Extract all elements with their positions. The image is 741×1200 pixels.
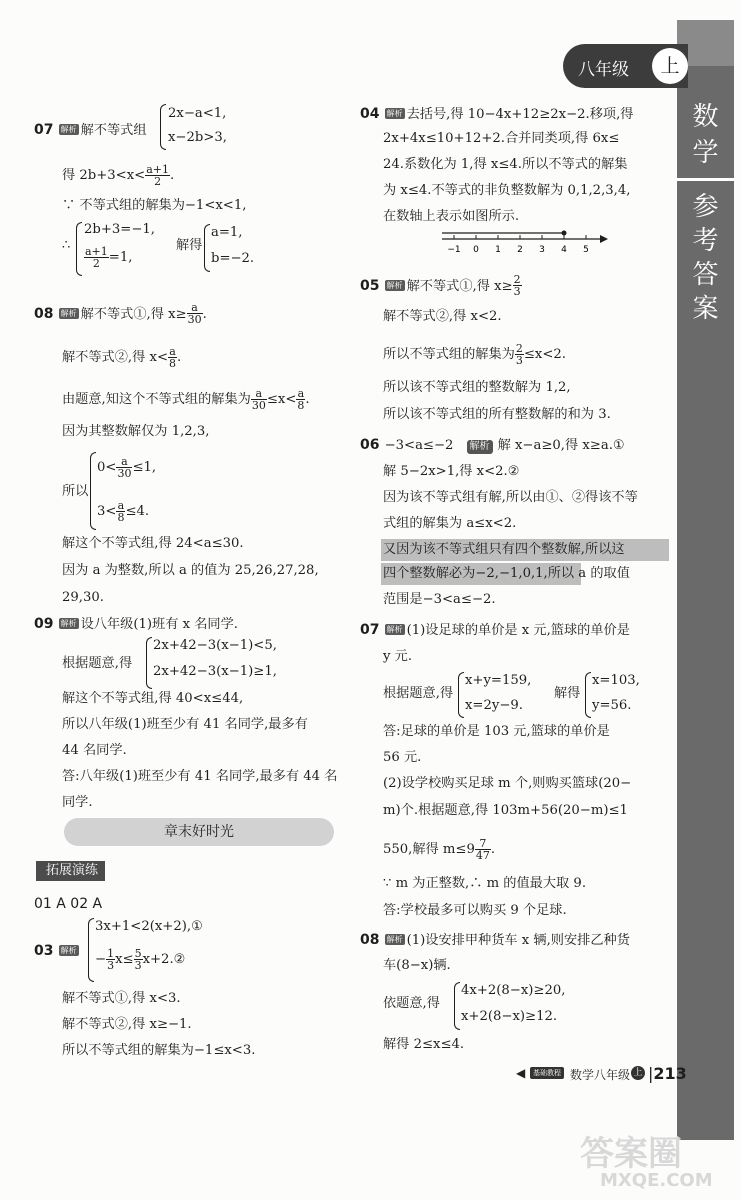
q08-cond-1: 0< $\frac{a}{30}$ ≤1,: [97, 455, 157, 480]
q07-system-line-2: x−2b>3,: [168, 130, 227, 145]
q07-line-1: 得 2b+3<x< $\frac{a+1}{2}$ .: [62, 163, 175, 188]
sidebar-subject-1: 数: [692, 102, 719, 132]
number-line-closed-dot: [562, 231, 567, 236]
sidebar-strip: [677, 20, 734, 1140]
watermark-logo: 答案圈: [580, 1134, 682, 1174]
q08-line-7: 29,30.: [62, 590, 104, 605]
q07-therefore: ∴: [62, 238, 71, 253]
q06-line-5: 又因为该不等式组只有四个整数解,所以这: [383, 542, 625, 557]
number-line-tick-label: 2: [517, 245, 523, 254]
q08-line-6: 因为 a 为整数,所以 a 的值为 25,26,27,28,: [62, 563, 319, 578]
q07-eq-2: $\frac{a+1}{2}$ =1,: [85, 245, 133, 270]
q05-line-3: 所以不等式组的解集为 $\frac{2}{3}$ ≤x<2.: [383, 342, 566, 367]
q09-line-6: 答:八年级(1)班至少有 41 名同学,最多有 44 名: [62, 769, 338, 784]
q09-line-5: 44 名同学.: [62, 743, 127, 758]
watermark-url: MXQE.COM: [600, 1170, 713, 1191]
q07b-result-1: x=103,: [592, 673, 640, 688]
sidebar-section-1: 参: [692, 192, 719, 222]
q07-heading: 07 解析 解不等式组: [34, 122, 147, 138]
q08-line-2: 解不等式②,得 x< $\frac{a}{8}$ .: [62, 345, 182, 370]
q07-line-2: ∵ 不等式组的解集为−1<x<1,: [62, 198, 247, 213]
q08-line-3: 由题意,知这个不等式组的解集为 $\frac{a}{30}$ ≤x< $\frac{a}{8}$ .: [62, 387, 310, 412]
q09-system-line-1: 2x+42−3(x−1)<5,: [153, 638, 277, 653]
sidebar-section-4: 案: [692, 294, 719, 324]
q08b-line-3: 依题意,得: [383, 996, 440, 1011]
q07b-solve-label: 解得: [554, 686, 581, 701]
q07b-heading: 07 解析 (1)设足球的单价是 x 元,篮球的单价是: [360, 622, 630, 638]
q07b-line-6: (2)设学校购买足球 m 个,则购买篮球(20−: [383, 776, 632, 791]
q08b-heading: 08 解析 (1)设安排甲种货车 x 辆,则安排乙种货: [360, 932, 630, 948]
q09-line-4: 所以八年级(1)班至少有 41 名同学,最多有: [62, 717, 308, 732]
chapter-banner: 章末好时光: [64, 818, 334, 846]
number-line-tick-label: 1: [495, 245, 501, 254]
q08-line-5: 解这个不等式组,得 24<a≤30.: [62, 536, 244, 551]
q07-result-2: b=−2.: [211, 251, 255, 266]
footer-term: 上: [631, 1066, 645, 1080]
q07-eq-1: 2b+3=−1,: [84, 222, 155, 237]
q07-system-line-1: 2x−a<1,: [168, 106, 227, 121]
q07b-result-2: y=56.: [592, 698, 632, 713]
sidebar-subject-2: 学: [692, 138, 719, 168]
q03-eq-1: 3x+1<2(x+2),①: [95, 919, 203, 934]
q04-line-2: 2x+4x≤10+12+2.合并同类项,得 6x≤: [383, 131, 620, 146]
number-line-tick-label: 0: [473, 245, 479, 254]
q03-line-3: 所以不等式组的解集为−1≤x<3.: [62, 1043, 256, 1058]
q08b-system-2: x+2(8−x)≥12.: [461, 1009, 558, 1024]
q08b-line-4: 解得 2≤x≤4.: [383, 1037, 465, 1052]
q04-line-3: 24.系数化为 1,得 x≤4.所以不等式的解集: [383, 157, 628, 172]
q05-heading: 05 解析 解不等式①,得 x≥ $\frac{2}{3}$: [360, 273, 521, 298]
q07b-system-1: x+y=159,: [465, 673, 532, 688]
grade-label: 八年级: [578, 60, 629, 80]
q04-heading: 04 解析 去括号,得 10−4x+12≥2x−2.移项,得: [360, 106, 634, 122]
q06-line-6: 四个整数解必为−2,−1,0,1,所以 a 的取值: [383, 566, 630, 581]
q03-eq-2: − $\frac{1}{3}$ x≤ $\frac{5}{3}$ x+2.②: [95, 947, 186, 972]
q06-line-7: 范围是−3<a≤−2.: [383, 592, 496, 607]
footer-brand: 基础教程: [530, 1067, 564, 1079]
page-number: |213: [648, 1064, 687, 1083]
q06-line-4: 式组的解集为 a≤x<2.: [383, 516, 517, 531]
q04-line-5: 在数轴上表示如图所示.: [383, 209, 520, 224]
term-badge: 上: [652, 48, 688, 84]
number-line-tick-label: −1: [447, 245, 461, 254]
q07b-line-3: 根据题意,得: [383, 686, 454, 701]
q03-line-2: 解不等式②,得 x≥−1.: [62, 1017, 192, 1032]
q07b-line-8: 550,解得 m≤9 $\frac{7}{47}$ .: [383, 837, 496, 862]
q09-system-line-2: 2x+42−3(x−1)≥1,: [153, 664, 277, 679]
sidebar-divider: [677, 178, 734, 181]
q05-line-5: 所以该不等式组的所有整数解的和为 3.: [383, 407, 611, 422]
q09-line-7: 同学.: [62, 795, 93, 810]
q07-solve-label: 解得: [176, 238, 203, 253]
footer-book: 数学八年级: [570, 1068, 631, 1082]
q07-result-1: a=1,: [211, 225, 243, 240]
expand-practice-label: 拓展演练: [36, 861, 105, 881]
q05-line-2: 解不等式②,得 x<2.: [383, 309, 502, 324]
q03-heading: 03 解析: [34, 943, 77, 959]
number-line-tick-label: 4: [561, 245, 567, 254]
q06-line-3: 因为该不等式组有解,所以由①、②得该不等: [383, 490, 638, 505]
q07b-line-4: 答:足球的单价是 103 元,篮球的单价是: [383, 724, 610, 739]
q07b-line-2: y 元.: [383, 649, 413, 664]
q09-heading: 09 解析 设八年级(1)班有 x 名同学.: [34, 616, 238, 632]
q07b-line-5: 56 元.: [383, 750, 422, 765]
number-line-tick-label: 3: [539, 245, 545, 254]
q07b-line-9: ∵ m 为正整数,∴ m 的值最大取 9.: [383, 876, 587, 891]
footer-arrow-icon: ◀: [516, 1066, 526, 1080]
sidebar-section-3: 答: [692, 260, 719, 290]
q08-cond-2: 3< $\frac{a}{8}$ ≤4.: [97, 499, 150, 524]
q05-line-4: 所以该不等式组的整数解为 1,2,: [383, 380, 571, 395]
q06-heading: 06 −3<a≤−2 解析 解 x−a≥0,得 x≥a.①: [360, 437, 625, 453]
number-line-tick-label: 5: [583, 245, 589, 254]
q07b-system-2: x=2y−9.: [465, 698, 523, 713]
q04-line-4: 为 x≤4.不等式的非负整数解为 0,1,2,3,4,: [383, 183, 631, 198]
q09-line-2: 根据题意,得: [62, 656, 133, 671]
q03-line-1: 解不等式①,得 x<3.: [62, 991, 181, 1006]
q07b-line-10: 答:学校最多可以购买 9 个足球.: [383, 903, 567, 918]
q08b-system-1: 4x+2(8−x)≥20,: [461, 983, 566, 998]
q08-line-4: 因为其整数解仅为 1,2,3,: [62, 424, 210, 439]
q08-suoyi: 所以: [62, 484, 89, 499]
q01-q02-answers: 01 A 02 A: [34, 896, 103, 912]
q09-line-3: 解这个不等式组,得 40<x≤44,: [62, 691, 244, 706]
sidebar-section-2: 考: [692, 226, 719, 256]
q06-line-2: 解 5−2x>1,得 x<2.②: [383, 464, 520, 479]
q04-number-line: [440, 228, 610, 254]
q08-heading: 08 解析 解不等式①,得 x≥ $\frac{a}{30}$ .: [34, 301, 207, 326]
q07b-line-7: m)个.根据题意,得 103m+56(20−m)≤1: [383, 803, 628, 818]
q08b-line-2: 车(8−x)辆.: [383, 958, 451, 973]
